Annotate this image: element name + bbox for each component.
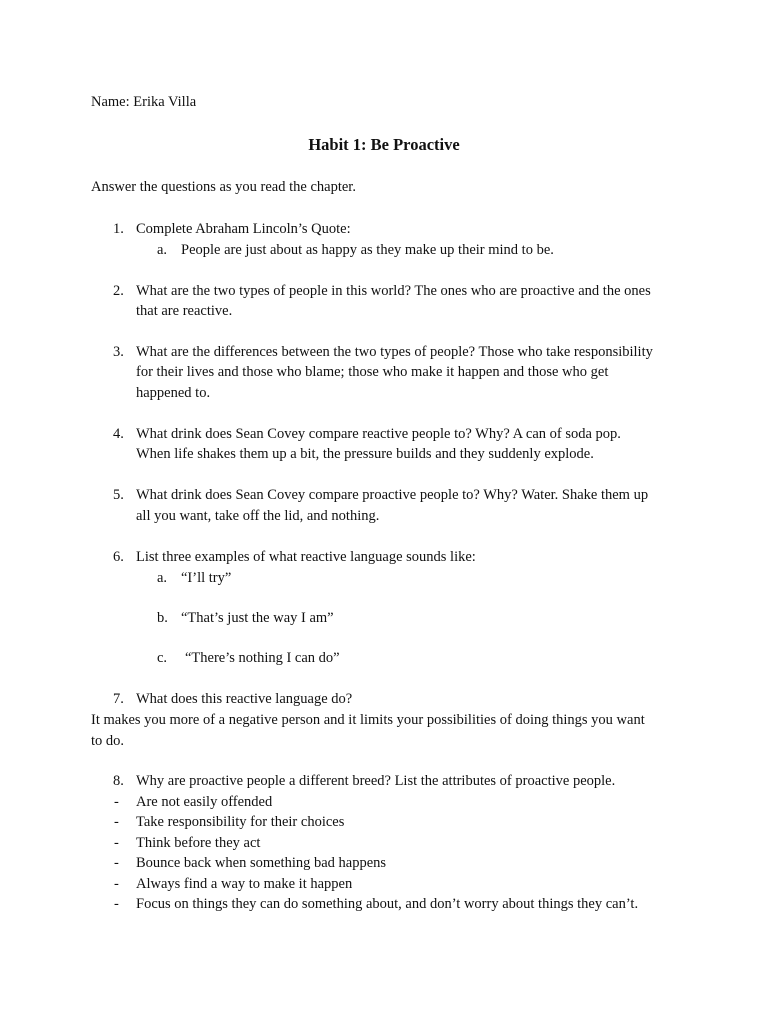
answer-text: to do.: [91, 733, 125, 749]
question-text: What drink does Sean Covey compare proactive people to? Why? Water. Shake them up: [136, 487, 649, 503]
bullet-dash: -: [114, 855, 119, 871]
question-number: 3.: [113, 344, 124, 360]
question-number: 6.: [113, 549, 124, 565]
question-text: all you want, take off the lid, and nothing.: [136, 508, 380, 524]
bullet-dash: -: [114, 814, 119, 830]
answer-text: It makes you more of a negative person and it limits your possibilities of doing things you want: [91, 712, 645, 728]
instructions: Answer the questions as you read the chapter.: [91, 179, 356, 195]
question-number: 7.: [113, 691, 124, 707]
page-title: Habit 1: Be Proactive: [308, 135, 460, 154]
bullet-item: Bounce back when something bad happens: [136, 855, 387, 871]
question-number: 1.: [113, 221, 124, 237]
answer-letter: b.: [157, 610, 168, 626]
bullet-dash: -: [114, 876, 119, 892]
bullet-item: Always find a way to make it happen: [136, 876, 353, 892]
question-text: Why are proactive people a different breed? List the attributes of proactive people.: [136, 773, 616, 789]
answer-text: “There’s nothing I can do”: [185, 650, 340, 666]
answer-text: “I’ll try”: [181, 570, 232, 586]
question-text: happened to.: [136, 385, 211, 401]
question-text: What does this reactive language do?: [136, 691, 353, 707]
bullet-item: Focus on things they can do something about, and don’t worry about things they can’t.: [136, 896, 639, 912]
question-text: When life shakes them up a bit, the pressure builds and they suddenly explode.: [136, 446, 594, 462]
question-number: 5.: [113, 487, 124, 503]
student-name: Name: Erika Villa: [91, 94, 197, 110]
question-text: What are the two types of people in this world? The ones who are proactive and the ones: [136, 283, 651, 299]
question-number: 4.: [113, 426, 124, 442]
answer-letter: a.: [157, 242, 168, 258]
bullet-item: Think before they act: [136, 835, 261, 851]
bullet-item: Are not easily offended: [136, 794, 273, 810]
question-text: for their lives and those who blame; those who make it happen and those who get: [136, 364, 609, 380]
question-text: that are reactive.: [136, 303, 233, 319]
answer-text: “That’s just the way I am”: [181, 610, 334, 626]
question-text: Complete Abraham Lincoln’s Quote:: [136, 221, 351, 237]
bullet-dash: -: [114, 835, 119, 851]
bullet-dash: -: [114, 896, 119, 912]
bullet-dash: -: [114, 794, 119, 810]
question-number: 8.: [113, 773, 124, 789]
bullet-item: Take responsibility for their choices: [136, 814, 345, 830]
question-number: 2.: [113, 283, 124, 299]
answer-letter: a.: [157, 570, 168, 586]
question-text: What drink does Sean Covey compare reactive people to? Why? A can of soda pop.: [136, 426, 621, 442]
answer-text: People are just about as happy as they make up their mind to be.: [181, 242, 554, 258]
question-text: What are the differences between the two types of people? Those who take responsibility: [136, 344, 653, 360]
question-text: List three examples of what reactive language sounds like:: [136, 549, 476, 565]
answer-letter: c.: [157, 650, 168, 666]
